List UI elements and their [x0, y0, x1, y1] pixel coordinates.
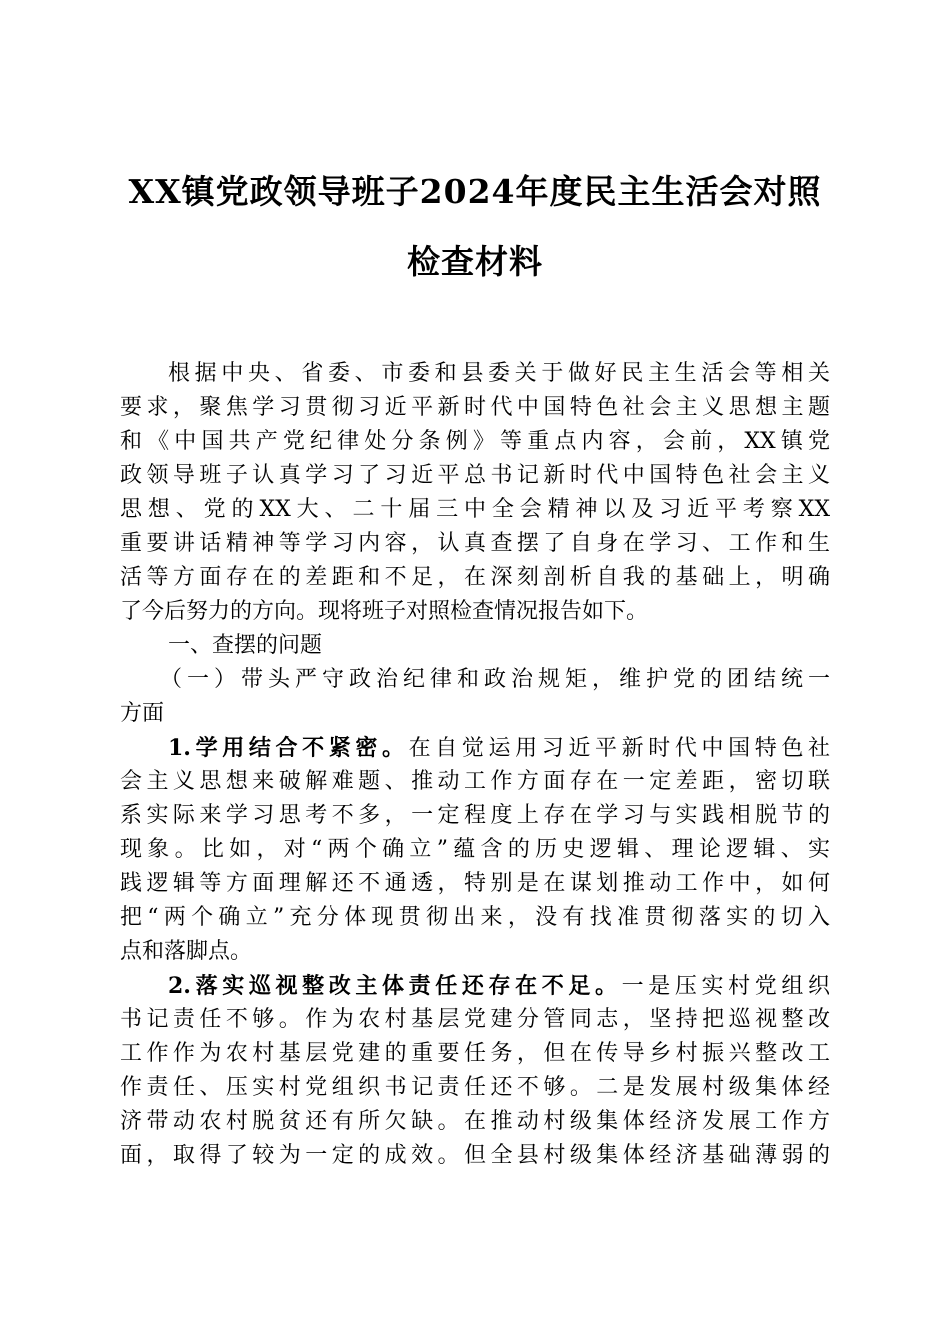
item-2-line: 面，取得了较为一定的成效。但全县村级集体经济基础薄弱的 — [120, 1143, 830, 1168]
item-1-line: 会主义思想来破解难题、推动工作方面存在一定差距，密切联 — [120, 769, 830, 794]
item-1-line: 把“两个确立”充分体现贯彻出来，没有找准贯彻落实的切入 — [120, 905, 830, 930]
item-2-line: 工作作为农村基层党建的重要任务，但在传导乡村振兴整改工 — [120, 1041, 830, 1066]
item-2-line: 济带动农村脱贫还有所欠缺。在推动村级集体经济发展工作方 — [120, 1109, 830, 1134]
intro-line: 了今后努力的方向。现将班子对照检查情况报告如下。 — [120, 599, 649, 624]
item-1-line: 系实际来学习思考不多，一定程度上存在学习与实践相脱节的 — [120, 803, 830, 828]
item-1-first-line — [120, 731, 830, 765]
section-heading: 一、查摆的问题 — [168, 633, 323, 658]
item-2-first-text: 一是压实村党组织 — [621, 974, 830, 999]
item-2-heading: 2.落实巡视整改主体责任还存在不足。 — [168, 973, 622, 999]
intro-line: 和《中国共产党纪律处分条例》等重点内容，会前，XX镇党 — [120, 429, 830, 454]
item-1-first-text: 在自觉运用习近平新时代中国特色社 — [408, 736, 830, 761]
subsection-heading-line: （一）带头严守政治纪律和政治规矩，维护党的团结统一 — [160, 667, 830, 692]
intro-line: 要求，聚焦学习贯彻习近平新时代中国特色社会主义思想主题 — [120, 395, 830, 420]
item-2-line: 作责任、压实村党组织书记责任还不够。二是发展村级集体经 — [120, 1075, 830, 1100]
item-2-first-line — [120, 969, 830, 1003]
item-1-heading: 1.学用结合不紧密。 — [168, 735, 409, 761]
intro-line: 活等方面存在的差距和不足，在深刻剖析自我的基础上，明确 — [120, 565, 830, 590]
document-body — [120, 357, 830, 1173]
document-title-line-2: 检查材料 — [407, 242, 543, 281]
document-title-line-1: XX镇党政领导班子2024年度民主生活会对照 — [128, 172, 822, 211]
item-2-line: 书记责任不够。作为农村基层党建分管同志，坚持把巡视整改 — [120, 1007, 830, 1032]
intro-line: 重要讲话精神等学习内容，认真查摆了自身在学习、工作和生 — [120, 531, 830, 556]
item-1-line: 点和落脚点。 — [120, 939, 253, 964]
intro-line: 思想、党的XX大、二十届三中全会精神以及习近平考察XX — [120, 497, 830, 522]
subsection-heading-line: 方面 — [120, 701, 165, 726]
intro-line: 根据中央、省委、市委和县委关于做好民主生活会等相关 — [168, 361, 830, 386]
intro-line: 政领导班子认真学习了习近平总书记新时代中国特色社会主义 — [120, 463, 830, 488]
item-1-line: 现象。比如，对“两个确立”蕴含的历史逻辑、理论逻辑、实 — [120, 837, 830, 862]
item-1-line: 践逻辑等方面理解还不通透，特别是在谋划推动工作中，如何 — [120, 871, 830, 896]
